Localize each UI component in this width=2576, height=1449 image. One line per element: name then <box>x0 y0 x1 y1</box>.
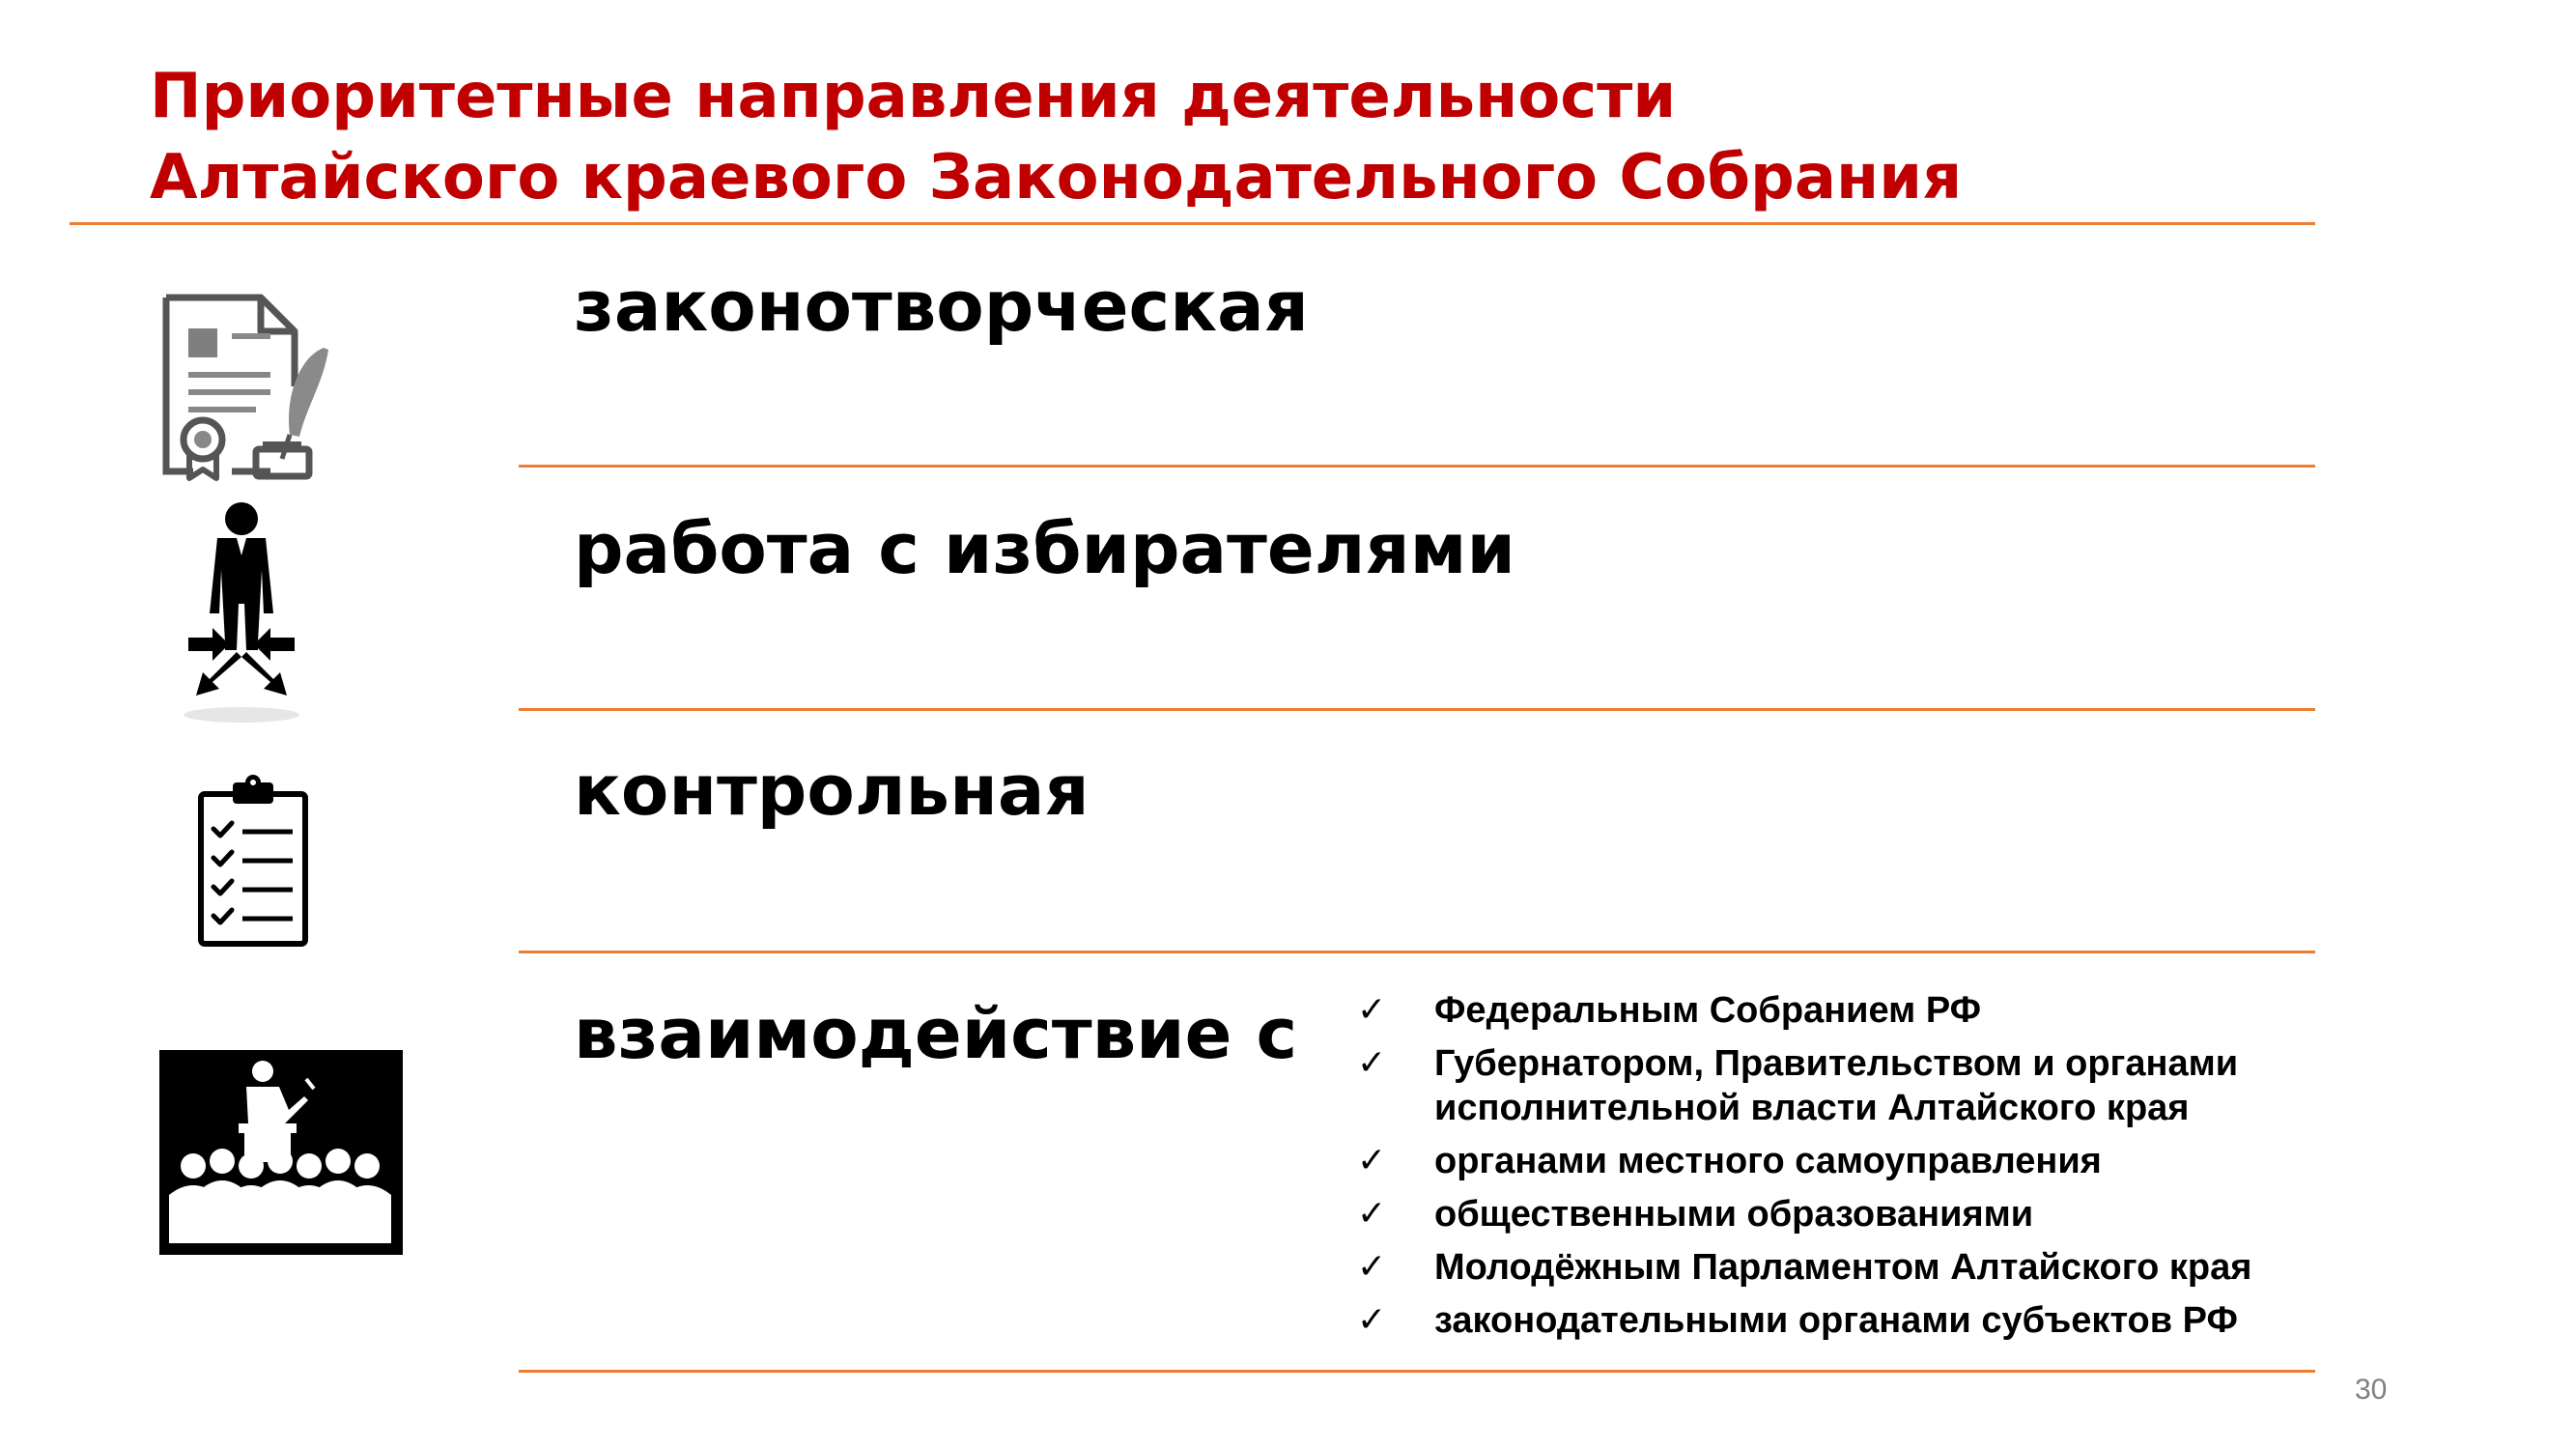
list-item <box>1357 1192 2323 1236</box>
checkmark-icon: ✓ <box>1357 1300 1387 1340</box>
page-number: 30 <box>2355 1374 2388 1406</box>
list-item <box>1357 1298 2323 1343</box>
checkmark-icon: ✓ <box>1357 990 1387 1030</box>
list-item <box>1357 988 2323 1033</box>
section-divider-4 <box>519 1370 2315 1373</box>
list-item-text: Молодёжным Парламентом Алтайского края <box>1434 1247 2252 1288</box>
checklist-clipboard-icon <box>196 773 312 949</box>
list-item-text: законодательными органами субъектов РФ <box>1434 1300 2238 1341</box>
assembly-speaker-icon <box>159 1050 403 1255</box>
person-crossroads-icon <box>169 497 314 729</box>
list-item <box>1357 1245 2323 1290</box>
checkmark-icon: ✓ <box>1357 1043 1387 1083</box>
section-divider-2 <box>519 708 2315 711</box>
slide-title <box>150 56 2275 218</box>
section-interaction: взаимодействие с <box>574 993 1298 1074</box>
section-divider-3 <box>519 951 2315 953</box>
list-item-text: органами местного самоуправления <box>1434 1141 2102 1181</box>
section-voters: работа с избирателями <box>574 508 1515 589</box>
section-control: контрольная <box>574 750 1090 831</box>
title-divider <box>70 222 2315 225</box>
interaction-list <box>1357 988 2323 1351</box>
checkmark-icon: ✓ <box>1357 1141 1387 1180</box>
title-line-2: Алтайского краевого Законодательного Собрания <box>150 142 1963 213</box>
document-quill-icon <box>155 290 338 483</box>
list-item <box>1357 1139 2323 1183</box>
list-item-text: Губернатором, Правительством и органами исполнительной власти Алтайского края <box>1434 1043 2239 1128</box>
checkmark-icon: ✓ <box>1357 1247 1387 1287</box>
checkmark-icon: ✓ <box>1357 1194 1387 1234</box>
section-lawmaking: законотворческая <box>574 266 1309 347</box>
title-line-1: Приоритетные направления деятельности <box>150 61 1677 132</box>
list-item-text: Федеральным Собранием РФ <box>1434 990 1982 1031</box>
list-item-text: общественными образованиями <box>1434 1194 2034 1235</box>
section-divider-1 <box>519 465 2315 468</box>
list-item <box>1357 1041 2323 1130</box>
